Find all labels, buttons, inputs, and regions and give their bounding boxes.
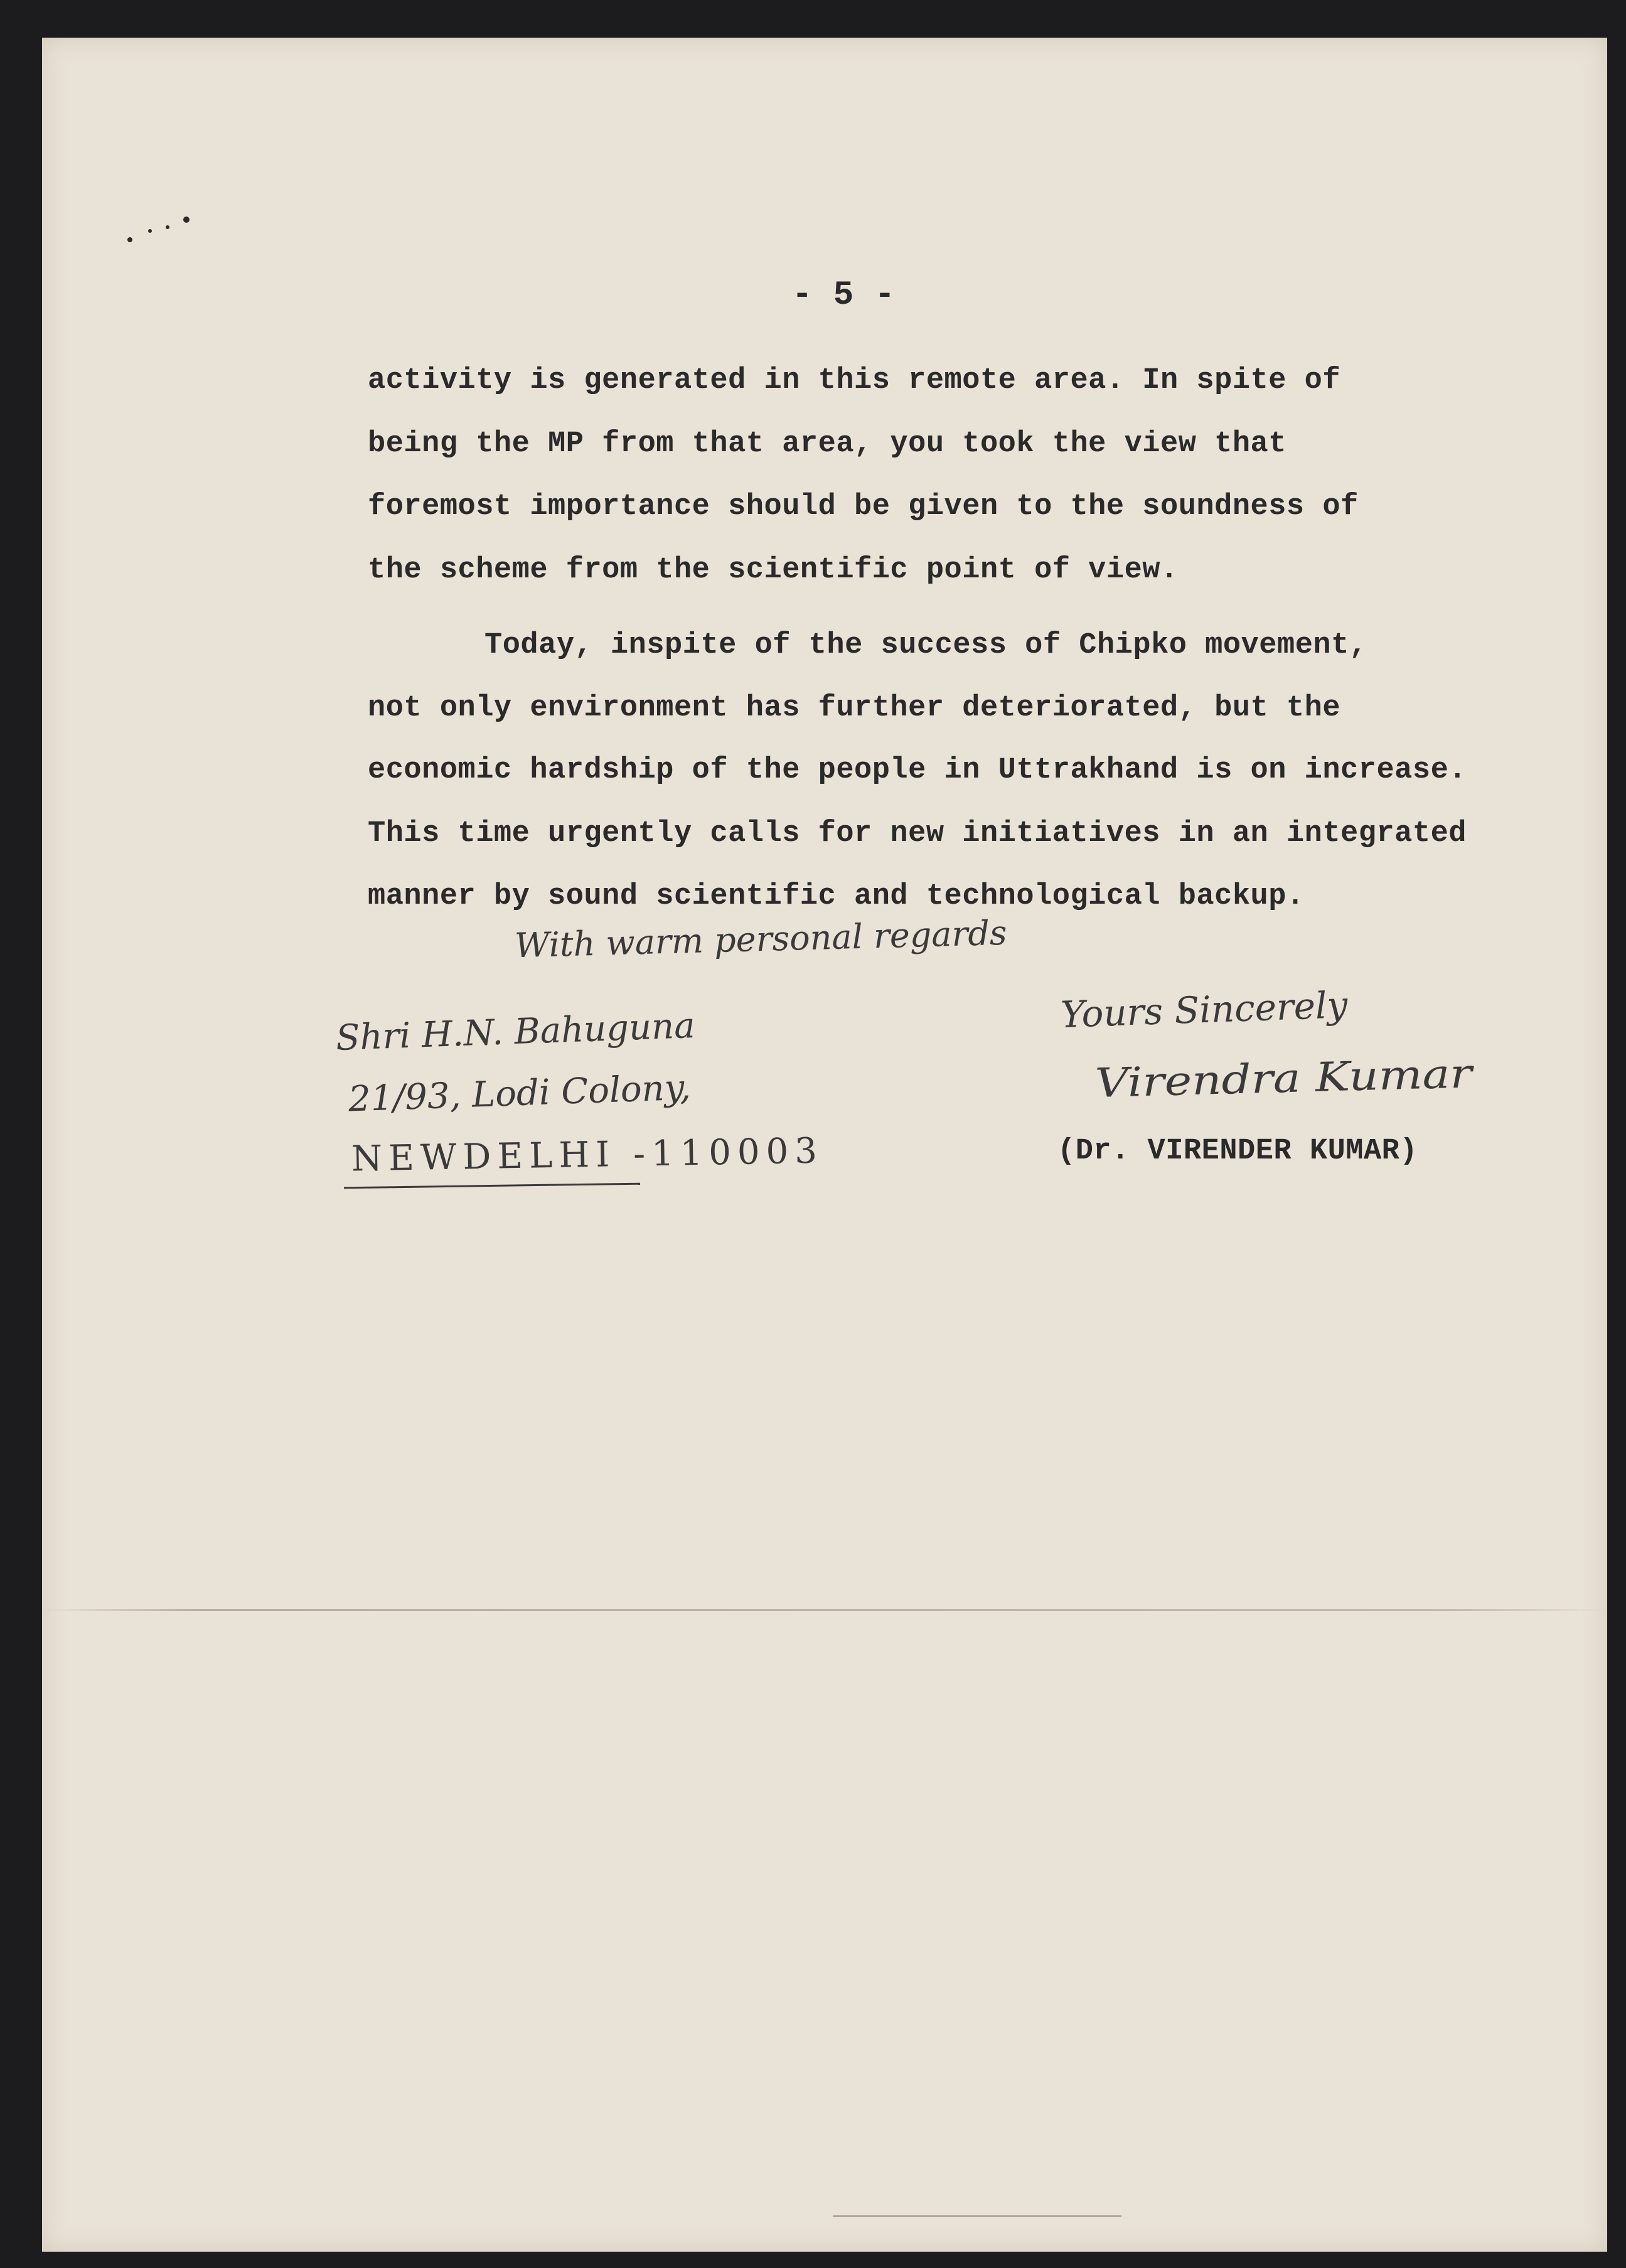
page-number: - 5 - [792, 276, 896, 314]
bottom-edge-mark [833, 2215, 1121, 2217]
body-line: the scheme from the scientific point of view. [368, 554, 1179, 587]
handwritten-closing-note: With warm personal regards [514, 912, 1008, 966]
handwritten-yours-sincerely: Yours Sincerely [1059, 983, 1349, 1036]
address-pincode: -110003 [633, 1130, 824, 1175]
typed-signatory-name: (Dr. VIRENDER KUMAR) [1057, 1135, 1418, 1168]
handwritten-address-line [351, 1130, 823, 1179]
handwritten-address-line: Shri H.N. Bahuguna [335, 1005, 696, 1059]
body-line: manner by sound scientific and technological backup. [368, 880, 1305, 913]
body-line: Today, inspite of the success of Chipko movement, [484, 629, 1367, 662]
body-line: This time urgently calls for new initiatives in an integrated [368, 817, 1467, 850]
body-line: foremost importance should be given to the soundness of [368, 490, 1359, 523]
body-line: being the MP from that area, you took the view that [368, 427, 1286, 461]
handwritten-address-line: 21/93, Lodi Colony, [348, 1067, 692, 1120]
body-line: economic hardship of the people in Uttrakhand is on increase. [368, 754, 1467, 787]
body-line: not only environment has further deteriorated, but the [368, 692, 1341, 725]
paper-specks [124, 201, 249, 251]
fold-crease [42, 1609, 1607, 1611]
address-city: NEWDELHI [351, 1134, 616, 1180]
signature: Virendra Kumar [1094, 1051, 1473, 1107]
body-line: activity is generated in this remote area. In spite of [368, 364, 1341, 397]
